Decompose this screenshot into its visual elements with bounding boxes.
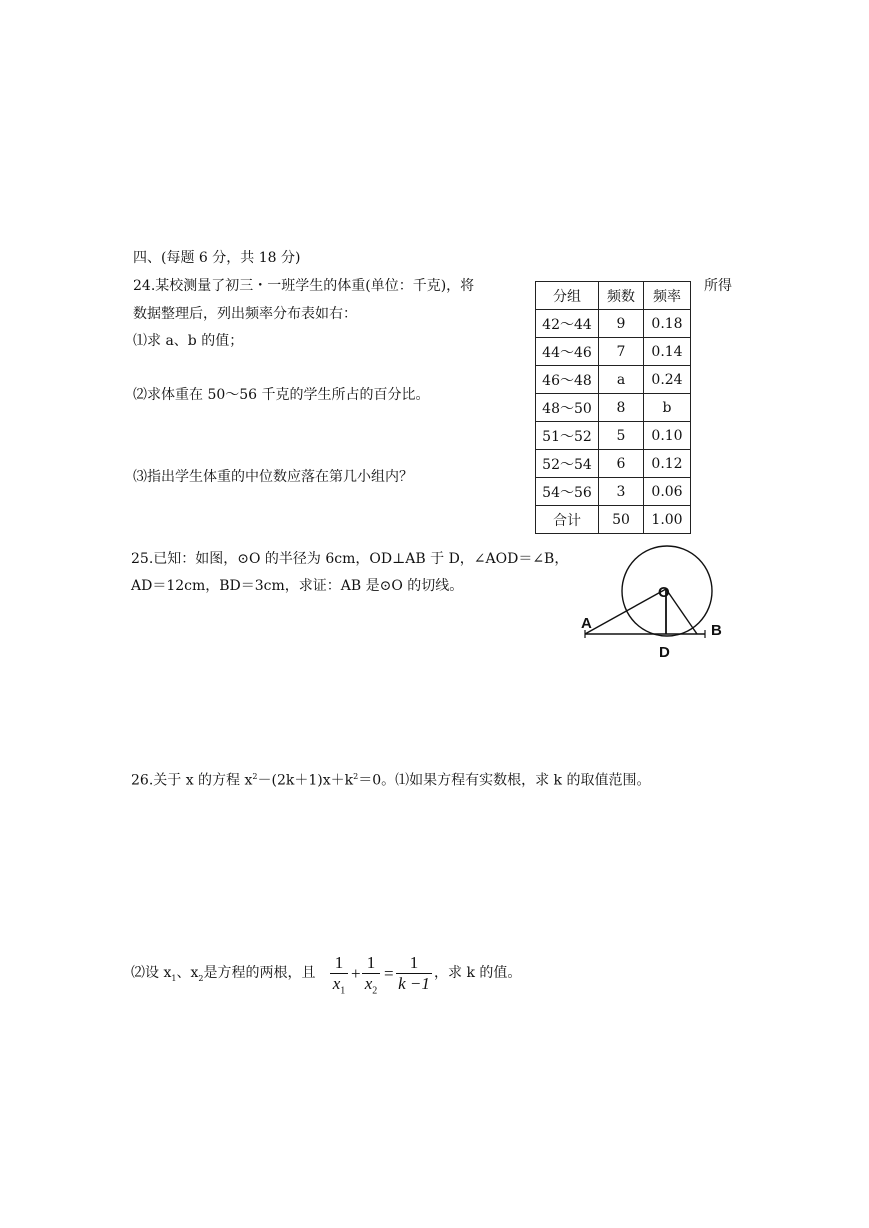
table-cell: 6	[599, 450, 644, 478]
q24-line1: 24.某校测量了初三・一班学生的体重(单位：千克)，将	[133, 278, 475, 294]
table-cell: 50	[599, 506, 644, 534]
q26-line1-mid: －(2k＋1)x＋k	[257, 772, 354, 789]
line-ob	[666, 589, 697, 634]
q24-part1: ⑴求 a、b 的值；	[133, 333, 244, 349]
label-o: O	[658, 584, 670, 601]
q26-part2-sep: 、x	[176, 965, 199, 981]
table-cell: a	[599, 366, 644, 394]
q24-line2: 数据整理后，列出频率分布表如右：	[133, 306, 357, 322]
table-cell: 0.06	[644, 478, 691, 506]
table-row	[536, 394, 691, 422]
q25-line2: AD＝12cm，BD＝3cm，求证：AB 是⊙O 的切线。	[131, 578, 464, 594]
equals-sign: =	[384, 964, 394, 983]
q26-line1	[131, 767, 651, 791]
table-cell: b	[644, 394, 691, 422]
q26-part2-lead	[131, 963, 315, 989]
table-cell: 0.12	[644, 450, 691, 478]
q26-line1-pre: 26.关于 x 的方程 x	[131, 772, 253, 789]
table-header-row	[536, 282, 691, 310]
superscript-2: 2	[353, 772, 359, 781]
table-cell: 0.24	[644, 366, 691, 394]
line-ao	[585, 589, 666, 634]
numerator: 1	[334, 953, 344, 972]
table-row	[536, 338, 691, 366]
fraction-1-over-k-minus-1	[396, 953, 432, 994]
label-a: A	[581, 615, 592, 632]
table-row	[536, 506, 691, 534]
numerator: 1	[409, 953, 419, 972]
denominator: $x_2$	[364, 974, 378, 997]
table-row	[536, 422, 691, 450]
table-cell: 3	[599, 478, 644, 506]
fraction-1-over-x2	[362, 953, 380, 1001]
q26-part2-mid: 是方程的两根，且	[203, 965, 316, 981]
q26-part2-post: ，求 k 的值。	[434, 965, 522, 981]
table-row	[536, 310, 691, 338]
table-cell: 52～54	[536, 450, 599, 478]
table-row	[536, 366, 691, 394]
table-cell: 48～50	[536, 394, 599, 422]
subscript-1: 1	[171, 973, 177, 983]
table-cell: 54～56	[536, 478, 599, 506]
numerator: 1	[366, 953, 376, 972]
frequency-table	[535, 281, 691, 534]
q24-part2: ⑵求体重在 50～56 千克的学生所占的百分比。	[133, 387, 430, 403]
table-header-cell: 频率	[644, 282, 691, 310]
q26-part2-pre: ⑵设 x	[131, 965, 172, 981]
q24-line1-tail: 所得	[704, 278, 732, 294]
table-cell: 8	[599, 394, 644, 422]
table-cell: 5	[599, 422, 644, 450]
table-cell: 合计	[536, 506, 599, 534]
q25-line1: 25.已知：如图，⊙O 的半径为 6cm，OD⊥AB 于 D，∠AOD＝∠B，	[131, 551, 569, 567]
q24-part3: ⑶指出学生体重的中位数应落在第几小组内？	[133, 469, 413, 485]
fraction-1-over-x1	[330, 953, 348, 1001]
q26-line1-post: ＝0。⑴如果方程有实数根，求 k 的取值范围。	[358, 772, 651, 789]
table-cell: 51～52	[536, 422, 599, 450]
table-cell: 46～48	[536, 366, 599, 394]
table-cell: 0.14	[644, 338, 691, 366]
label-d: D	[659, 644, 670, 661]
table-header-cell: 分组	[536, 282, 599, 310]
table-header-cell: 频数	[599, 282, 644, 310]
table-cell: 1.00	[644, 506, 691, 534]
table-row	[536, 450, 691, 478]
table-cell: 0.18	[644, 310, 691, 338]
table-cell: 9	[599, 310, 644, 338]
table-row	[536, 478, 691, 506]
superscript-2: 2	[252, 772, 258, 781]
label-b: B	[711, 622, 722, 639]
table-cell: 7	[599, 338, 644, 366]
subscript-2: 2	[198, 973, 204, 983]
table-cell: 42～44	[536, 310, 599, 338]
table-cell: 0.10	[644, 422, 691, 450]
table-cell: 44～46	[536, 338, 599, 366]
geometry-figure	[575, 545, 735, 665]
denominator: $x_1$	[332, 974, 346, 997]
section-heading: 四、(每题 6 分，共 18 分)	[133, 250, 301, 266]
plus-sign: +	[351, 964, 361, 983]
denominator: k −1	[398, 974, 430, 993]
